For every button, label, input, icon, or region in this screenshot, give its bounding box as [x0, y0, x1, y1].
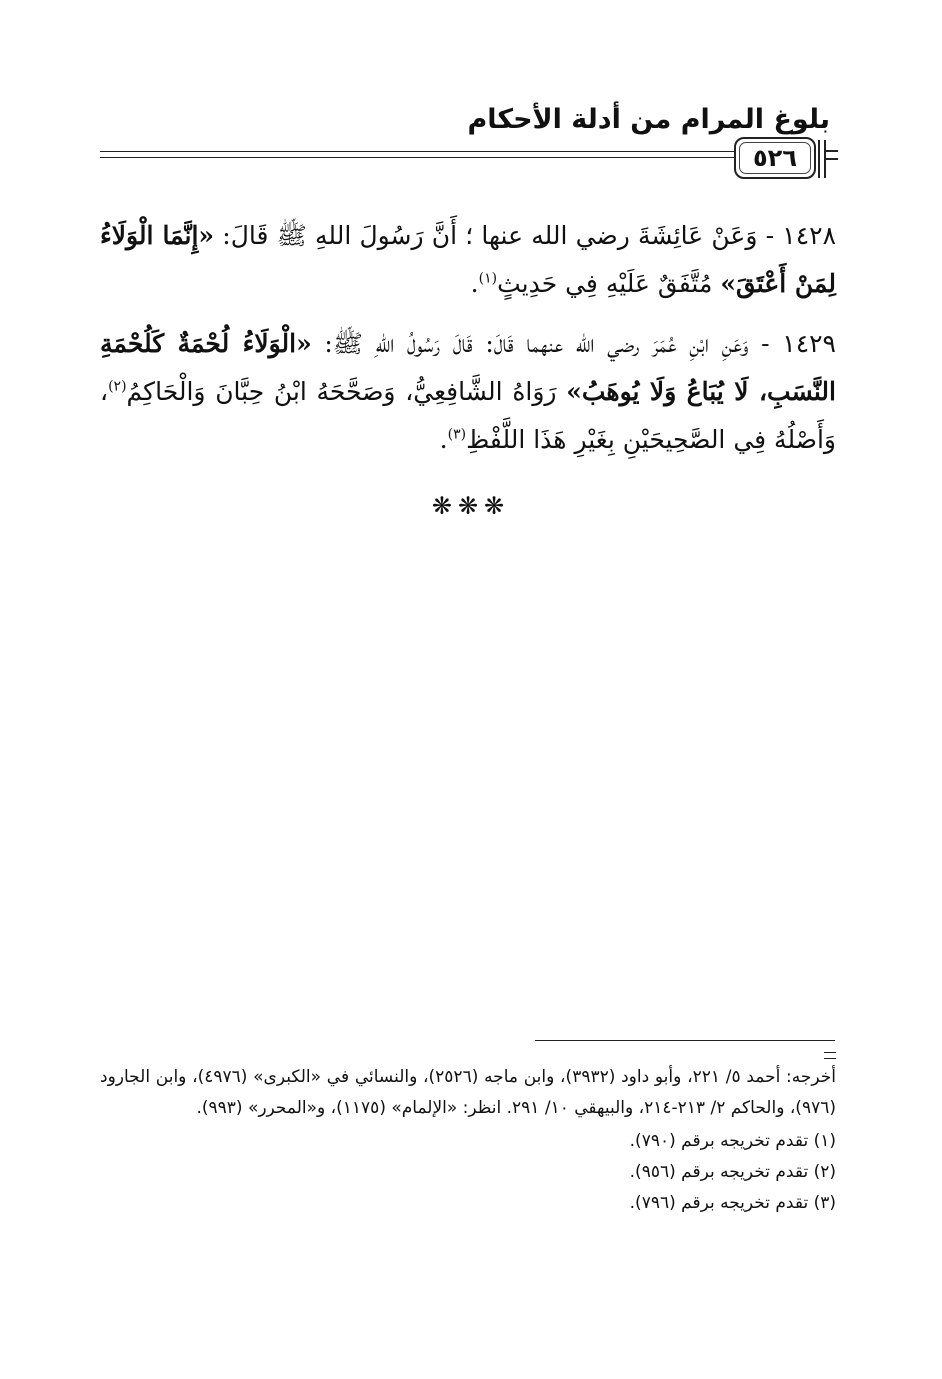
hadith-quote: «الْوَلَاءُ لُحْمَةٌ كَلُحْمَةِ النَّسَبِ، لَا يُبَاعُ وَلَا يُوهَبُ» [100, 329, 836, 406]
running-title: بلوغ المرام من أدلة الأحكام [467, 104, 830, 135]
main-text [100, 212, 836, 476]
header-rule [100, 157, 736, 158]
section-separator: ❋❋❋ [431, 492, 511, 520]
footnote-ref[interactable]: (٢) [108, 378, 127, 395]
hadith-intro: وَعَنْ عَائِشَةَ رضي الله عنها ؛ أَنَّ رَسُولَ اللهِ ﷺ قَالَ: [222, 221, 758, 250]
footnote-3: (٣) تقدم تخريجه برقم (٧٩٦). [629, 1193, 836, 1213]
footnote-ornament [824, 1052, 836, 1059]
footnote-2: (٢) تقدم تخريجه برقم (٩٥٦). [629, 1162, 836, 1182]
footnote-1: (١) تقدم تخريجه برقم (٧٩٠). [629, 1131, 836, 1151]
footnote-ref[interactable]: (١) [478, 270, 498, 287]
header-ornament [824, 150, 838, 160]
footnotes [100, 1062, 836, 1219]
footnote-ref[interactable]: (٣) [447, 426, 467, 443]
hadith-intro: وَعَنِ ابْنِ عُمَرَ رضي الله عنهما قَالَ: قَالَ رَسُولُ اللهِ ﷺ: [324, 329, 749, 358]
footnote-list [100, 1126, 836, 1219]
hadith-number: ١٤٢٨ - [765, 221, 836, 250]
hadith-1428 [100, 212, 836, 308]
hadith-1429 [100, 320, 836, 464]
hadith-number: ١٤٢٩ - [761, 329, 836, 358]
hadith-source: مُتَّفَقٌ عَلَيْهِ فِي حَدِيثٍ [497, 269, 713, 298]
hadith-source: رَوَاهُ الشَّافِعِيُّ، وَصَحَّحَهُ ابْنُ حِبَّانَ وَالْحَاكِمُ [126, 377, 557, 406]
period: . [470, 269, 479, 298]
period: . [439, 425, 448, 454]
page-number-text: ٥٢٦ [753, 144, 797, 172]
takhrij-note: أخرجه: أحمد ٥/ ٢٢١، وأبو داود (٣٩٣٢)، وابن ماجه (٢٥٢٦)، والنسائي في «الكبرى» (٤٩٧٦)، وابن الجارود (٩٧٦)، والحاكم ٢/ ٢١٣-٢١٤، والبيهقي ١٠/ ٢٩١. انظر: «الإلمام» (١١٧٥)، و«المحرر» (٩٩٣). [100, 1067, 837, 1118]
hadith-source-continued: ، وَأَصْلُهُ فِي الصَّحِيحَيْنِ بِغَيْرِ هَذَا اللَّفْظِ [100, 377, 836, 454]
footnote-rule [535, 1040, 835, 1041]
header-rule [100, 151, 736, 152]
page-number [734, 137, 816, 179]
hadith-quote: «إِنَّمَا الْوَلَاءُ لِمَنْ أَعْتَقَ» [100, 221, 836, 298]
